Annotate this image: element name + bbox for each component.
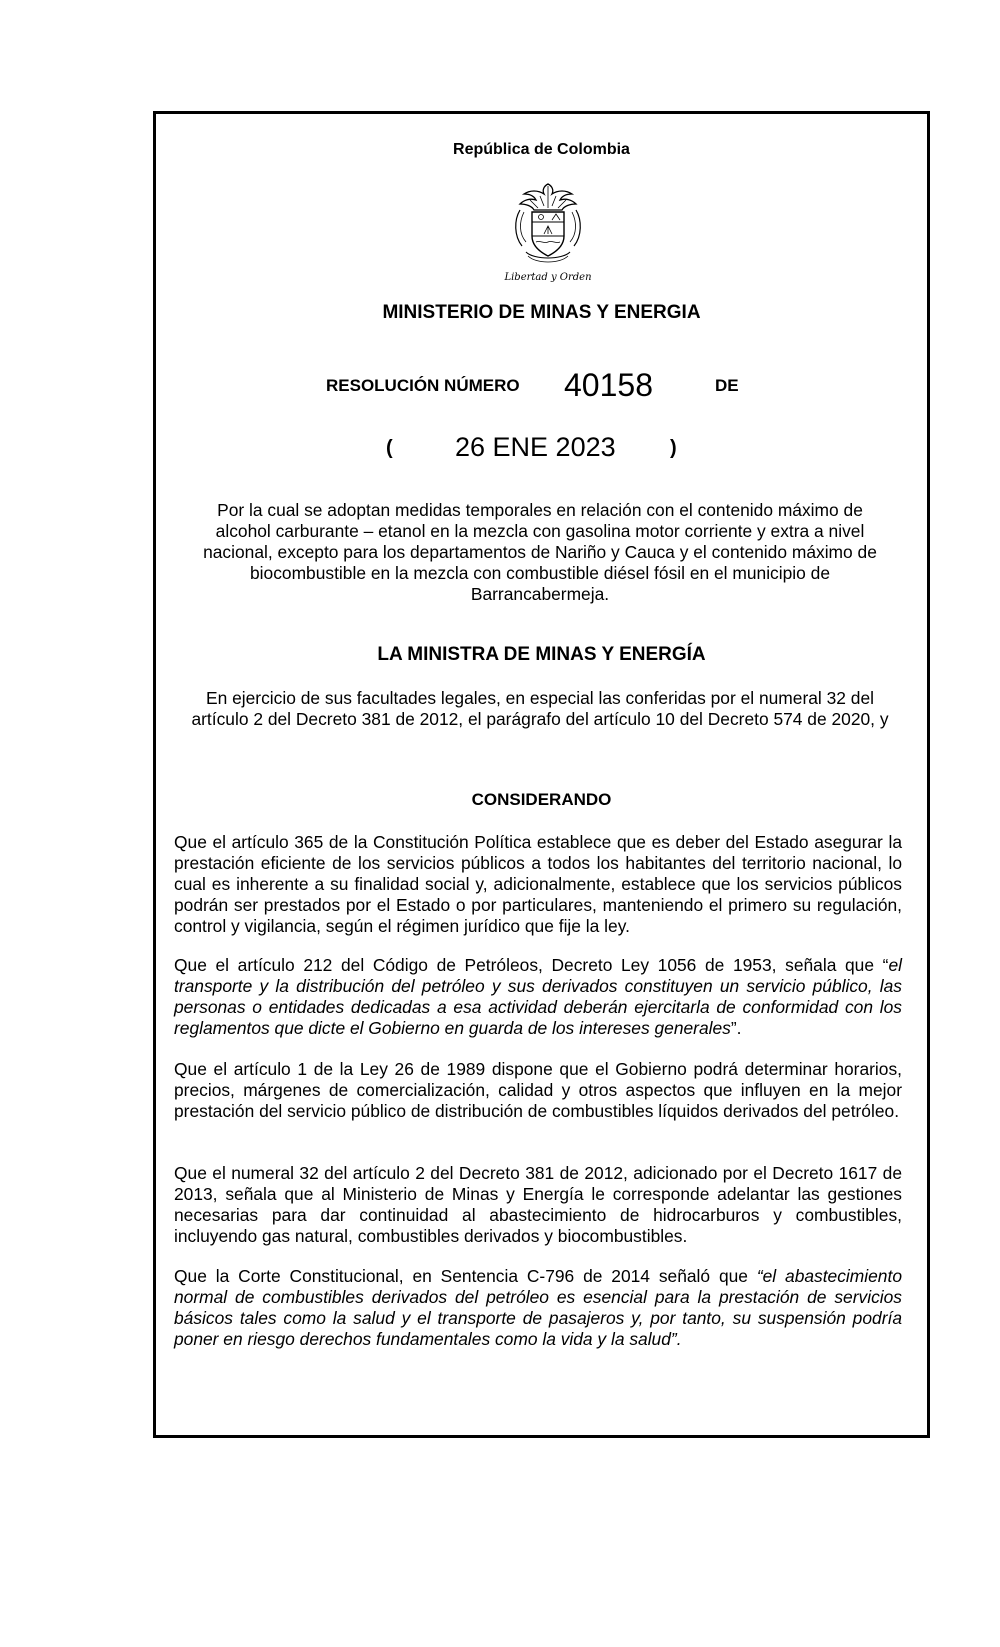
considerando-paragraph-3: Que el artículo 1 de la Ley 26 de 1989 dispone que el Gobierno podrá determinar horarios, precios, márgenes de comercialización, calidad y otros aspectos que influyen en la mejor prestación del servicio público de distribución de combustibles líquidos derivados del petróleo. — [174, 1059, 902, 1121]
considerando-paragraph-5 — [174, 1266, 902, 1350]
resolution-de-label: DE — [715, 376, 739, 395]
paragraph-2-quote: el transporte y la distribución del petróleo y sus derivados constituyen un servicio público, las personas o entidades dedicadas a esa actividad deberán ejercitarla de conformidad con los reglamentos que dicte el Gobierno en guarda de los intereses generales — [174, 955, 902, 1038]
resolution-subject: Por la cual se adoptan medidas temporales en relación con el contenido máximo de alcohol carburante – etanol en la mezcla con gasolina motor corriente y extra a nivel nacional, excepto para los departamentos de Nariño y Cauca y el contenido máximo de biocombustible en la mezcla con combustible diésel fósil en el municipio de Barrancabermeja. — [203, 500, 877, 604]
resolution-label: RESOLUCIÓN NÚMERO — [326, 376, 520, 395]
resolution-date: 26 ENE 2023 — [455, 432, 616, 462]
paragraph-2-end: ”. — [730, 1018, 742, 1038]
resolution-number: 40158 — [564, 367, 653, 403]
republic-heading: República de Colombia — [453, 141, 630, 158]
date-close-paren: ) — [670, 437, 677, 459]
paragraph-5-intro: Que la Corte Constitucional, en Sentencia C-796 de 2014 señaló que — [174, 1266, 757, 1286]
date-open-paren: ( — [386, 437, 393, 459]
minister-title: LA MINISTRA DE MINAS Y ENERGÍA — [377, 644, 706, 665]
svg-text:Libertad y Orden: Libertad y Orden — [504, 272, 592, 283]
coat-of-arms-icon — [504, 180, 592, 284]
ministry-heading: MINISTERIO DE MINAS Y ENERGIA — [382, 302, 701, 323]
considerando-paragraph-2 — [174, 955, 902, 1039]
legal-powers: En ejercicio de sus facultades legales, en especial las conferidas por el numeral 32 del artículo 2 del Decreto 381 de 2012, el parágrafo del artículo 10 del Decreto 574 de 2020, y — [191, 688, 889, 729]
paragraph-5-quote: “el abastecimiento normal de combustibles derivados del petróleo es esencial para la prestación de servicios básicos tales como la salud y el transporte de pasajeros y, por tanto, su suspensión podría poner en riesgo derechos fundamentales como la vida y la salud”. — [174, 1266, 902, 1349]
paragraph-2-intro: Que el artículo 212 del Código de Petróleos, Decreto Ley 1056 de 1953, señala que “ — [174, 955, 889, 975]
considerando-paragraph-4: Que el numeral 32 del artículo 2 del Decreto 381 de 2012, adicionado por el Decreto 1617 de 2013, señala que al Ministerio de Minas y Energía le corresponde adelantar las gestiones necesarias para dar continuidad al abastecimiento de hidrocarburos y combustibles, incluyendo gas natural, combustibles derivados y biocombustibles. — [174, 1163, 902, 1246]
considerando-paragraph-1: Que el artículo 365 de la Constitución Política establece que es deber del Estado asegurar la prestación eficiente de los servicios públicos a todos los habitantes del territorio nacional, lo cual es inherente a su finalidad social y, adicionalmente, establece que los servicios públicos podrán ser prestados por el Estado o por particulares, manteniendo el primero su regulación, control y vigilancia, según el régimen jurídico que fije la ley. — [174, 832, 902, 936]
considerando-heading: CONSIDERANDO — [471, 790, 612, 809]
